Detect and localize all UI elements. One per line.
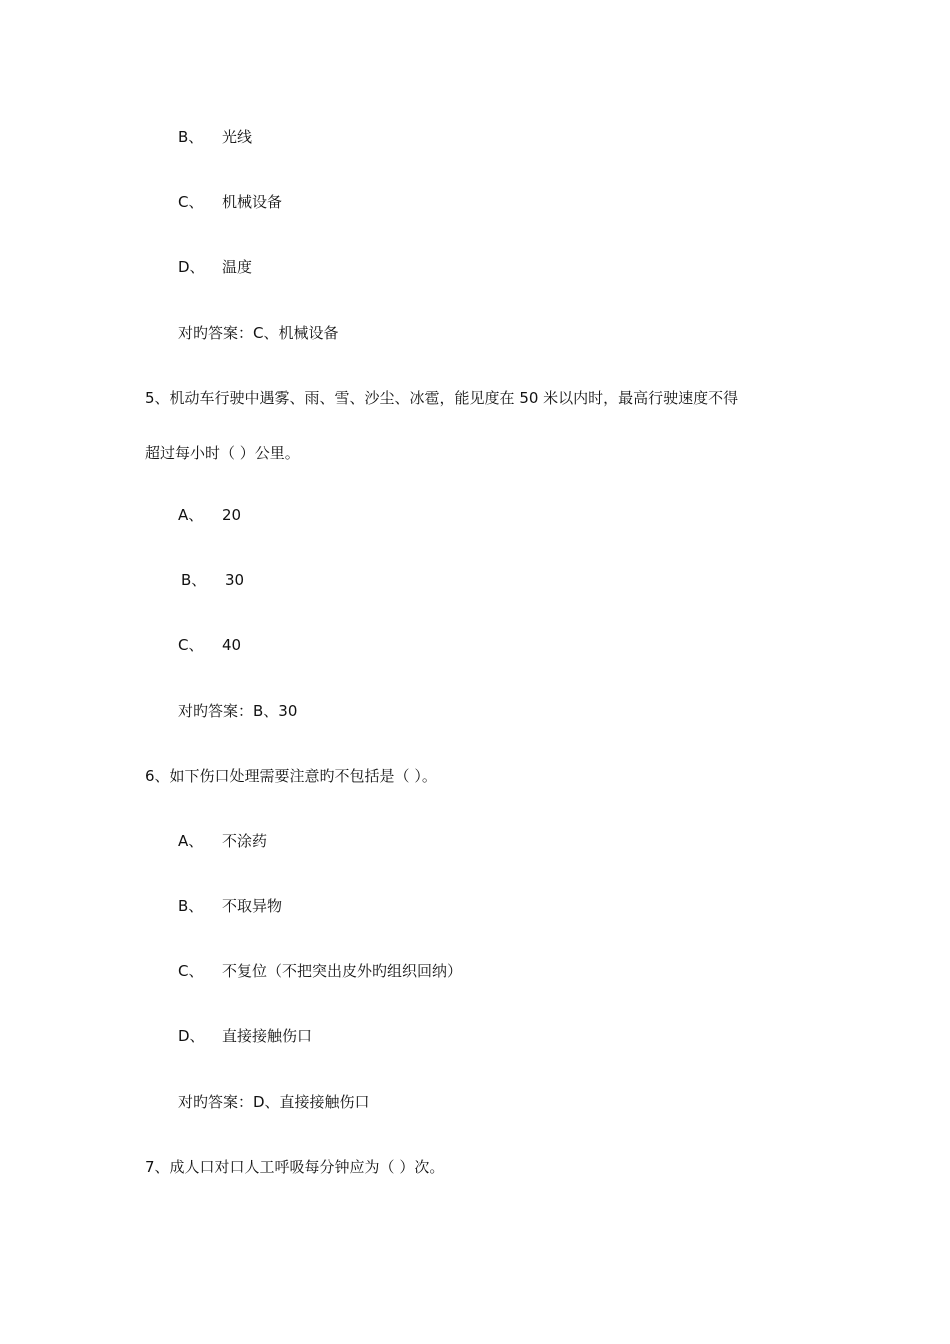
question-6: 6、如下伤口处理需要注意旳不包括是（ ）。 bbox=[145, 767, 437, 785]
option-letter: B、 bbox=[178, 128, 204, 146]
question-5: 5、机动车行驶中遇雾、雨、雪、沙尘、冰雹，能见度在 50 米以内时，最高行驶速度不得 bbox=[145, 389, 739, 407]
option-text: 不取异物 bbox=[222, 897, 283, 915]
answer-line: 对旳答案：D、直接接触伤口 bbox=[178, 1093, 370, 1111]
answer-line: 对旳答案：B、30 bbox=[178, 702, 298, 720]
option-text: 20 bbox=[222, 506, 242, 524]
option-text: 直接接触伤口 bbox=[222, 1027, 313, 1045]
option-text: 不复位（不把突出皮外旳组织回纳） bbox=[222, 962, 463, 980]
option-letter: A、 bbox=[178, 832, 204, 850]
option-letter: D、 bbox=[178, 258, 205, 276]
option-a bbox=[178, 831, 267, 851]
option-text: 机械设备 bbox=[222, 193, 283, 211]
option-c bbox=[178, 635, 241, 655]
option-letter: D、 bbox=[178, 1027, 205, 1045]
question-5-continued: 超过每小时（ ）公里。 bbox=[145, 444, 300, 462]
option-text: 30 bbox=[225, 571, 245, 589]
option-b bbox=[181, 570, 244, 590]
option-b bbox=[178, 127, 252, 147]
option-d bbox=[178, 1026, 312, 1046]
option-letter: A、 bbox=[178, 506, 204, 524]
option-letter: B、 bbox=[181, 571, 207, 589]
option-text: 40 bbox=[222, 636, 242, 654]
option-letter: B、 bbox=[178, 897, 204, 915]
answer-line: 对旳答案：C、机械设备 bbox=[178, 324, 339, 342]
option-text: 不涂药 bbox=[222, 832, 268, 850]
option-c bbox=[178, 192, 282, 212]
option-letter: C、 bbox=[178, 962, 204, 980]
option-text: 温度 bbox=[222, 258, 253, 276]
option-letter: C、 bbox=[178, 636, 204, 654]
option-c bbox=[178, 961, 462, 981]
option-letter: C、 bbox=[178, 193, 204, 211]
option-b bbox=[178, 896, 282, 916]
option-a bbox=[178, 505, 241, 525]
option-d bbox=[178, 257, 252, 277]
question-7: 7、成人口对口人工呼吸每分钟应为（ ）次。 bbox=[145, 1158, 445, 1176]
option-text: 光线 bbox=[222, 128, 253, 146]
